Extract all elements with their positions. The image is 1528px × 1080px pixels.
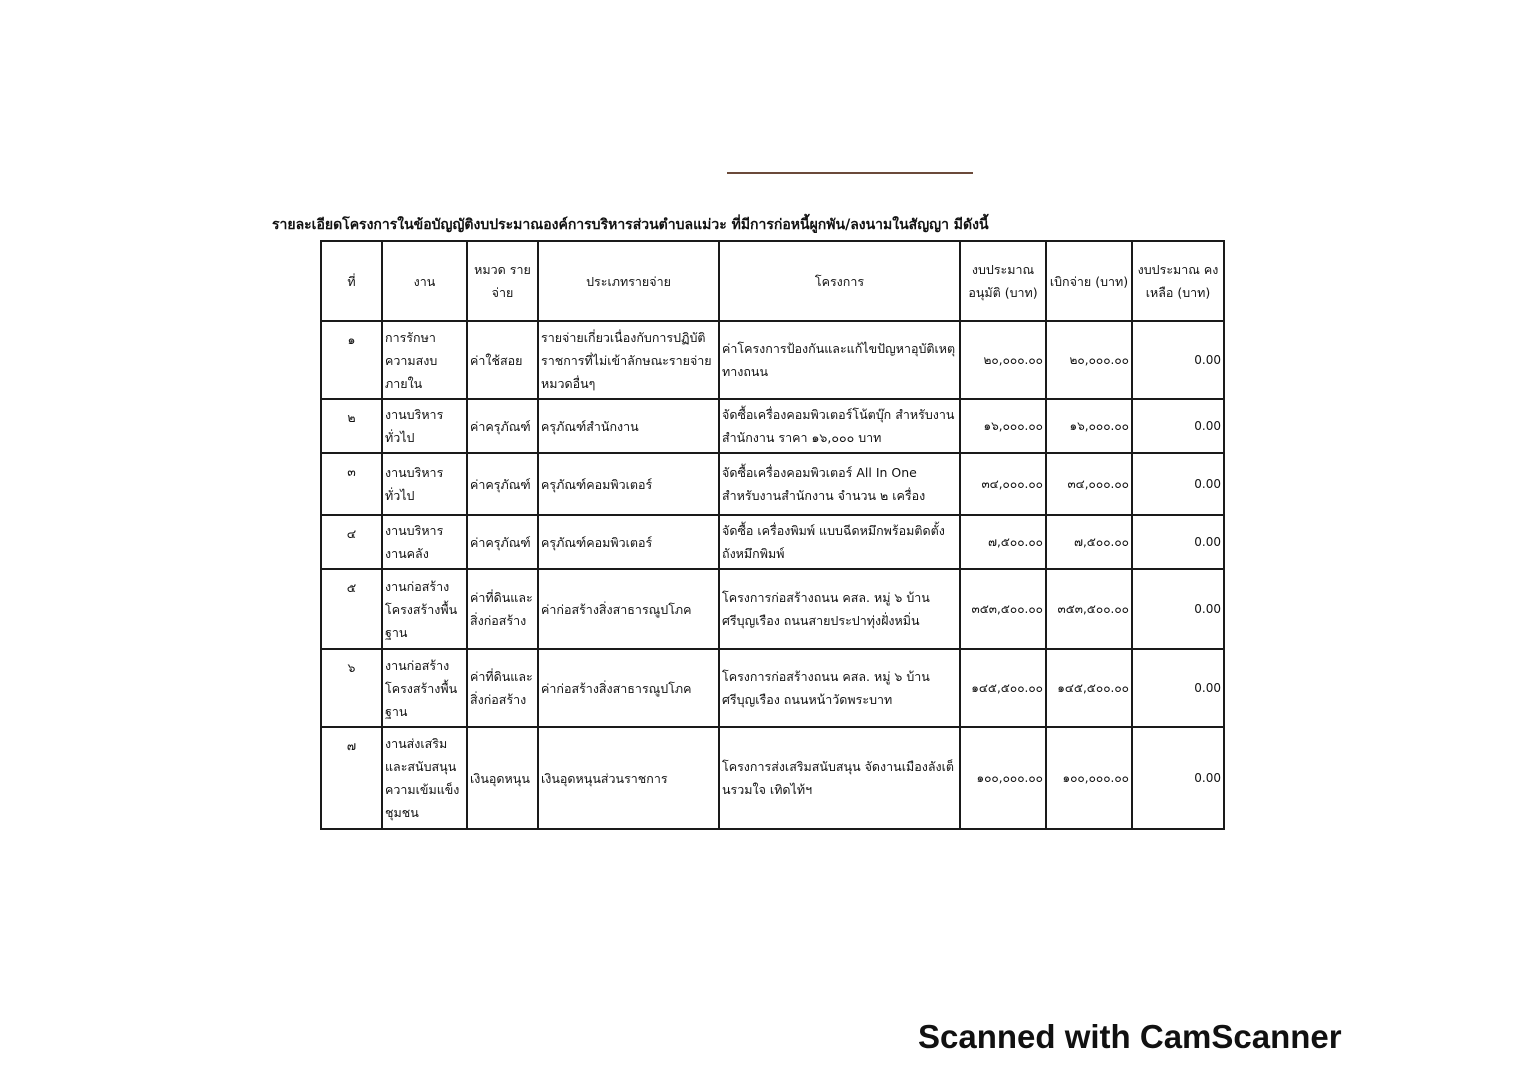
header-type: ประเภทรายจ่าย xyxy=(538,241,719,321)
header-category: หมวด รายจ่าย xyxy=(467,241,538,321)
cell-no: ๗ xyxy=(321,727,382,829)
cell-remaining: 0.00 xyxy=(1132,727,1224,829)
cell-remaining: 0.00 xyxy=(1132,515,1224,569)
header-work: งาน xyxy=(382,241,467,321)
cell-type: ครุภัณฑ์คอมพิวเตอร์ xyxy=(538,515,719,569)
table-row xyxy=(321,321,1224,399)
table-header-row xyxy=(321,241,1224,321)
table-row xyxy=(321,727,1224,829)
header-no: ที่ xyxy=(321,241,382,321)
cell-category: ค่าครุภัณฑ์ xyxy=(467,515,538,569)
cell-type: ครุภัณฑ์สำนักงาน xyxy=(538,399,719,453)
cell-category: ค่าครุภัณฑ์ xyxy=(467,453,538,515)
cell-approved: ๓๔,๐๐๐.๐๐ xyxy=(960,453,1046,515)
header-remaining: งบประมาณ คงเหลือ (บาท) xyxy=(1132,241,1224,321)
cell-approved: ๓๕๓,๕๐๐.๐๐ xyxy=(960,569,1046,649)
cell-disbursed: ๓๔,๐๐๐.๐๐ xyxy=(1046,453,1132,515)
cell-work: งานก่อสร้างโครงสร้างพื้นฐาน xyxy=(382,569,467,649)
top-rule xyxy=(727,172,973,174)
cell-approved: ๑๐๐,๐๐๐.๐๐ xyxy=(960,727,1046,829)
cell-remaining: 0.00 xyxy=(1132,453,1224,515)
cell-disbursed: ๓๕๓,๕๐๐.๐๐ xyxy=(1046,569,1132,649)
cell-disbursed: ๑๖,๐๐๐.๐๐ xyxy=(1046,399,1132,453)
cell-remaining: 0.00 xyxy=(1132,399,1224,453)
scanner-watermark: Scanned with CamScanner xyxy=(918,1018,1342,1055)
cell-work: งานบริหารทั่วไป xyxy=(382,399,467,453)
cell-remaining: 0.00 xyxy=(1132,569,1224,649)
cell-category: ค่าใช้สอย xyxy=(467,321,538,399)
budget-table xyxy=(320,240,1225,830)
cell-approved: ๗,๕๐๐.๐๐ xyxy=(960,515,1046,569)
cell-project: โครงการก่อสร้างถนน คสล. หมู่ ๖ บ้านศรีบุญเรือง ถนนสายประปาทุ่งฝั่งหมิ่น xyxy=(719,569,960,649)
cell-approved: ๑๔๕,๕๐๐.๐๐ xyxy=(960,649,1046,727)
table-row xyxy=(321,399,1224,453)
cell-category: ค่าครุภัณฑ์ xyxy=(467,399,538,453)
cell-work: งานบริหารงานคลัง xyxy=(382,515,467,569)
table-row xyxy=(321,569,1224,649)
cell-no: ๓ xyxy=(321,453,382,515)
budget-table-wrapper xyxy=(320,240,1223,830)
cell-no: ๔ xyxy=(321,515,382,569)
header-approved: งบประมาณ อนุมัติ (บาท) xyxy=(960,241,1046,321)
cell-disbursed: ๑๐๐,๐๐๐.๐๐ xyxy=(1046,727,1132,829)
cell-work: การรักษาความสงบภายใน xyxy=(382,321,467,399)
cell-category: เงินอุดหนุน xyxy=(467,727,538,829)
table-row xyxy=(321,649,1224,727)
cell-type: รายจ่ายเกี่ยวเนื่องกับการปฏิบัติราชการที่ไม่เข้าลักษณะรายจ่ายหมวดอื่นๆ xyxy=(538,321,719,399)
cell-project: โครงการก่อสร้างถนน คสล. หมู่ ๖ บ้านศรีบุญเรือง ถนนหน้าวัดพระบาท xyxy=(719,649,960,727)
cell-type: ค่าก่อสร้างสิ่งสาธารณูปโภค xyxy=(538,569,719,649)
cell-project: จัดซื้อ เครื่องพิมพ์ แบบฉีดหมึกพร้อมติดตั้งถังหมึกพิมพ์ xyxy=(719,515,960,569)
cell-no: ๑ xyxy=(321,321,382,399)
cell-type: ค่าก่อสร้างสิ่งสาธารณูปโภค xyxy=(538,649,719,727)
cell-type: เงินอุดหนุนส่วนราชการ xyxy=(538,727,719,829)
cell-disbursed: ๗,๕๐๐.๐๐ xyxy=(1046,515,1132,569)
cell-project: โครงการส่งเสริมสนับสนุน จัดงานเมืองลังเต็นรวมใจ เทิดไท้ฯ xyxy=(719,727,960,829)
cell-work: งานก่อสร้างโครงสร้างพื้นฐาน xyxy=(382,649,467,727)
cell-remaining: 0.00 xyxy=(1132,649,1224,727)
cell-approved: ๒๐,๐๐๐.๐๐ xyxy=(960,321,1046,399)
cell-no: ๖ xyxy=(321,649,382,727)
header-disbursed: เบิกจ่าย (บาท) xyxy=(1046,241,1132,321)
cell-no: ๕ xyxy=(321,569,382,649)
cell-project: ค่าโครงการป้องกันและแก้ไขปัญหาอุบัติเหตุทางถนน xyxy=(719,321,960,399)
cell-project: จัดซื้อเครื่องคอมพิวเตอร์ All In One สำหรับงานสำนักงาน จำนวน ๒ เครื่อง xyxy=(719,453,960,515)
cell-approved: ๑๖,๐๐๐.๐๐ xyxy=(960,399,1046,453)
cell-category: ค่าที่ดินและสิ่งก่อสร้าง xyxy=(467,569,538,649)
header-project: โครงการ xyxy=(719,241,960,321)
cell-disbursed: ๒๐,๐๐๐.๐๐ xyxy=(1046,321,1132,399)
cell-disbursed: ๑๔๕,๕๐๐.๐๐ xyxy=(1046,649,1132,727)
cell-category: ค่าที่ดินและสิ่งก่อสร้าง xyxy=(467,649,538,727)
cell-type: ครุภัณฑ์คอมพิวเตอร์ xyxy=(538,453,719,515)
cell-no: ๒ xyxy=(321,399,382,453)
table-row xyxy=(321,515,1224,569)
cell-work: งานส่งเสริมและสนับสนุนความเข้มแข็งชุมชน xyxy=(382,727,467,829)
page-caption: รายละเอียดโครงการในข้อบัญญัติงบประมาณองค์การบริหารส่วนตำบลแม่วะ ที่มีการก่อหนี้ผูกพัน/ลงนามในสัญญา มีดังนี้ xyxy=(272,217,989,233)
cell-project: จัดซื้อเครื่องคอมพิวเตอร์โน้ตบุ๊ก สำหรับงานสำนักงาน ราคา ๑๖,๐๐๐ บาท xyxy=(719,399,960,453)
cell-remaining: 0.00 xyxy=(1132,321,1224,399)
cell-work: งานบริหารทั่วไป xyxy=(382,453,467,515)
table-row xyxy=(321,453,1224,515)
